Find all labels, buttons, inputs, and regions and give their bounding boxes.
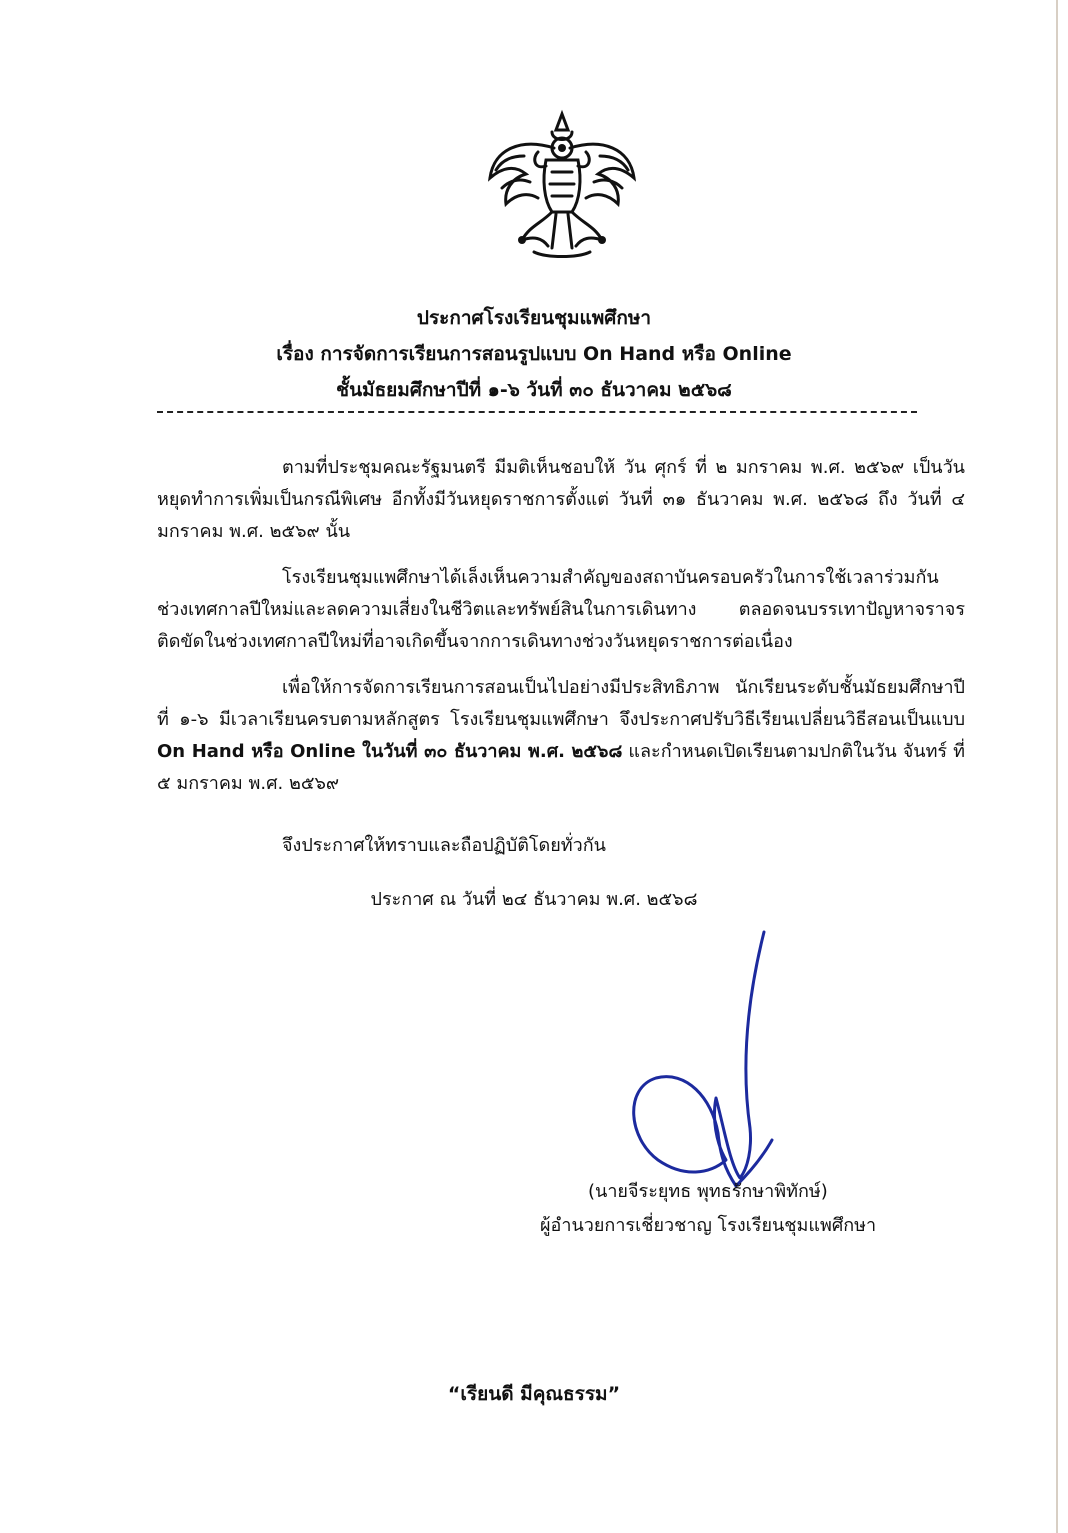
- paragraph-3-emphasis: On Hand หรือ Online ในวันที่ ๓๐ ธันวาคม พ.ศ. ๒๕๖๘: [157, 741, 623, 762]
- garuda-emblem-icon: [482, 108, 642, 268]
- announcement-title: ประกาศโรงเรียนชุมแพศึกษา: [416, 307, 652, 329]
- announcement-scope: ชั้นมัธยมศึกษาปีที่ ๑-๖ วันที่ ๓๐ ธันวาคม ๒๕๖๘: [336, 379, 732, 401]
- paragraph-school-rationale: โรงเรียนชุมแพศึกษาได้เล็งเห็นความสำคัญของสถาบันครอบครัวในการใช้เวลาร่วมกันช่วงเทศกาลปีใหม่และลดความเสี่ยงในชีวิตและทรัพย์สินในการเดินทาง ตลอดจนบรรเทาปัญหาจราจรติดขัดในช่วงเทศกาลปีใหม่ที่อาจเกิดขึ้นจากการเดินทางช่วงวันหยุดราชการต่อเนื่อง: [157, 567, 965, 652]
- paragraph-teaching-arrangement: [157, 672, 965, 800]
- announcement-header: [0, 300, 1068, 408]
- announcement-date: ประกาศ ณ วันที่ ๒๔ ธันวาคม พ.ศ. ๒๕๖๘: [370, 889, 698, 910]
- page-edge-line: [1056, 0, 1058, 1533]
- paragraph-3-start: เพื่อให้การจัดการเรียนการสอนเป็นไปอย่างมีประสิทธิภาพ นักเรียนระดับชั้นมัธยมศึกษาปีที่ ๑-๖ มีเวลาเรียนครบตามหลักสูตร โรงเรียนชุมแพศึกษา จึงประกาศปรับวิธีเรียนเปลี่ยนวิธีสอนเป็นแบบ: [157, 677, 965, 730]
- announcement-subject: เรื่อง การจัดการเรียนการสอนรูปแบบ On Hand หรือ Online: [276, 343, 792, 365]
- closing-statement: จึงประกาศให้ทราบและถือปฏิบัติโดยทั่วกัน: [282, 835, 606, 856]
- header-divider: [157, 411, 917, 413]
- paragraph-cabinet-resolution: ตามที่ประชุมคณะรัฐมนตรี มีมติเห็นชอบให้ วัน ศุกร์ ที่ ๒ มกราคม พ.ศ. ๒๕๖๙ เป็นวันหยุดทำการเพิ่มเป็นกรณีพิเศษ อีกทั้งมีวันหยุดราชการตั้งแต่ วันที่ ๓๑ ธันวาคม พ.ศ. ๒๕๖๘ ถึง วันที่ ๔ มกราคม พ.ศ. ๒๕๖๙ นั้น: [157, 457, 965, 542]
- signature-image: [600, 928, 800, 1198]
- signer-name: (นายจีระยุทธ พุทธรักษาพิทักษ์): [588, 1181, 828, 1202]
- paragraph-3-end: และกำหนดเปิดเรียนตามปกติในวัน จันทร์ ที่ ๕ มกราคม พ.ศ. ๒๕๖๙: [157, 741, 966, 794]
- school-motto: “เรียนดี มีคุณธรรม”: [447, 1383, 621, 1405]
- signer-title: ผู้อำนวยการเชี่ยวชาญ โรงเรียนชุมแพศึกษา: [540, 1215, 877, 1236]
- announcement-body: [157, 452, 965, 814]
